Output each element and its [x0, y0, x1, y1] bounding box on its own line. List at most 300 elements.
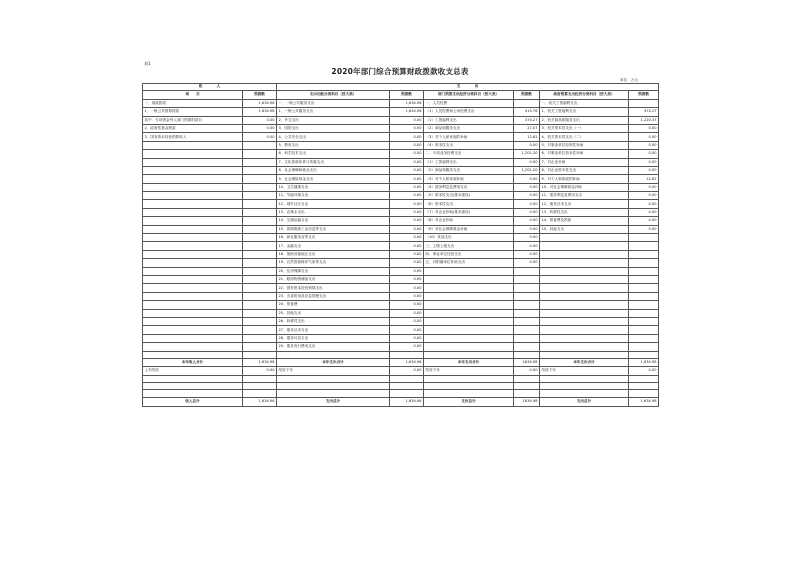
gov-budget-cell: 0.00 — [629, 217, 659, 225]
gov-item-cell: 11、债务利息及费用支出 — [540, 192, 629, 200]
dept-item-cell — [424, 284, 514, 292]
dept-total-value: 1634.98 — [514, 397, 540, 406]
func-item-cell: 16、商业服务业等支出 — [277, 234, 390, 242]
dept-budget-cell: 0.00 — [514, 158, 540, 166]
dept-budget-cell: 374.27 — [514, 116, 540, 124]
gov-item-cell: 7、对企业补助 — [540, 158, 629, 166]
gov-item-cell — [540, 276, 629, 284]
func-budget-cell: 0.00 — [390, 141, 424, 149]
income-budget-cell: 1,634.98 — [243, 108, 277, 116]
gov-budget-cell — [629, 292, 659, 300]
table-row — [143, 208, 659, 216]
table-row — [143, 150, 659, 158]
table-tag: 表1 — [144, 61, 151, 66]
header-row-top — [143, 84, 659, 91]
func-budget-cell: 0.00 — [390, 150, 424, 158]
dept-total-label: 支出总计 — [424, 397, 514, 406]
income-budget-cell — [243, 141, 277, 149]
dept-item-cell: （2）商品和服务支出 — [424, 166, 514, 174]
col-header-budget: 预算数 — [629, 91, 659, 100]
table-row — [143, 116, 659, 124]
unit-label: 单位：万元 — [620, 78, 638, 82]
func-budget-cell: 0.00 — [390, 301, 424, 309]
income-item-cell — [143, 175, 243, 183]
prior-carry-label: 上年结转 — [143, 367, 243, 375]
gov-item-cell — [540, 250, 629, 258]
func-item-cell: 12、城乡社区支出 — [277, 200, 390, 208]
func-budget-cell: 0.00 — [390, 234, 424, 242]
dept-item-cell: （3）对个人和家庭的补助 — [424, 133, 514, 141]
prior-carry-value: 0.00 — [243, 367, 277, 375]
income-budget-cell: 1,634.98 — [243, 99, 277, 107]
income-budget-cell — [243, 343, 277, 351]
next-carry-label: 结转下年 — [277, 367, 390, 375]
dept-item-cell — [424, 326, 514, 334]
table-row — [143, 166, 659, 174]
next-carry-label: 结转下年 — [424, 367, 514, 375]
income-budget-cell — [243, 317, 277, 325]
income-budget-cell — [243, 267, 277, 275]
dept-budget-cell: 0.00 — [514, 208, 540, 216]
col-header-budget: 预算数 — [390, 91, 424, 100]
table-row — [143, 225, 659, 233]
dept-budget-cell — [514, 301, 540, 309]
dept-budget-cell — [514, 334, 540, 342]
subtotal-row — [143, 358, 659, 366]
table-row — [143, 343, 659, 351]
dept-budget-cell: 0.00 — [514, 141, 540, 149]
income-budget-cell — [243, 259, 277, 267]
blank-row — [143, 375, 659, 382]
func-item-cell: 17、金融支出 — [277, 242, 390, 250]
dept-budget-cell — [514, 276, 540, 284]
gov-item-cell — [540, 292, 629, 300]
gov-budget-cell: 0.00 — [629, 166, 659, 174]
dept-item-cell: （2）商品和服务支出 — [424, 124, 514, 132]
func-budget-cell: 0.00 — [390, 250, 424, 258]
income-budget-cell: 0.00 — [243, 116, 277, 124]
dept-budget-cell: 27.07 — [514, 124, 540, 132]
gov-budget-cell — [629, 250, 659, 258]
income-item-cell — [143, 326, 243, 334]
func-budget-cell: 0.00 — [390, 267, 424, 275]
gov-budget-cell — [629, 301, 659, 309]
gov-item-cell: 4、机关资本性支出（二） — [540, 133, 629, 141]
gov-budget-cell: 0.00 — [629, 200, 659, 208]
gov-total-value: 1,634.98 — [629, 397, 659, 406]
gov-budget-cell: 0.00 — [629, 225, 659, 233]
gov-item-cell — [540, 259, 629, 267]
gov-item-cell: 1、机关工资福利支出 — [540, 108, 629, 116]
func-budget-cell: 0.00 — [390, 133, 424, 141]
gov-item-cell: 13、转移性支出 — [540, 208, 629, 216]
func-budget-cell: 0.00 — [390, 217, 424, 225]
income-budget-cell — [243, 225, 277, 233]
dept-budget-cell: 0.00 — [514, 250, 540, 258]
gov-item-cell — [540, 301, 629, 309]
dept-budget-cell — [514, 267, 540, 275]
func-item-cell: 21、粮油物资储备支出 — [277, 276, 390, 284]
dept-budget-cell — [514, 326, 540, 334]
func-budget-cell: 1,634.98 — [390, 108, 424, 116]
table-row — [143, 183, 659, 191]
col-header-item: 项 目 — [143, 91, 243, 100]
func-item-cell: 4、公共安全支出 — [277, 133, 390, 141]
gov-budget-cell — [629, 317, 659, 325]
table-row — [143, 284, 659, 292]
income-item-cell — [143, 234, 243, 242]
dept-item-cell — [424, 343, 514, 351]
dept-budget-cell: 0.00 — [514, 192, 540, 200]
func-budget-cell: 0.00 — [390, 183, 424, 191]
income-subtotal-value: 1,634.98 — [243, 358, 277, 366]
income-budget-cell: 0.00 — [243, 133, 277, 141]
header-row-columns — [143, 91, 659, 100]
gov-item-cell: 6、对事业单位资本性补助 — [540, 150, 629, 158]
income-budget-cell — [243, 175, 277, 183]
gov-budget-cell — [629, 276, 659, 284]
dept-item-cell: （4）资本性支出 — [424, 141, 514, 149]
dept-item-cell: 一、人员经费 — [424, 99, 514, 107]
func-item-cell: 25、其他支出 — [277, 309, 390, 317]
func-item-cell: 2、外交支出 — [277, 116, 390, 124]
next-carry-label: 结转下年 — [540, 367, 629, 375]
table-row — [143, 234, 659, 242]
income-item-cell: 2、政府性基金拨款 — [143, 124, 243, 132]
income-budget-cell — [243, 309, 277, 317]
table-row — [143, 301, 659, 309]
dept-item-cell: （5）资本性支出(基本建设) — [424, 192, 514, 200]
table-row — [143, 158, 659, 166]
func-item-cell: 7、文化旅游体育与传媒支出 — [277, 158, 390, 166]
func-item-cell: 9、社会保险基金支出 — [277, 175, 390, 183]
dept-item-cell: （1）人员经费和公用经费支出 — [424, 108, 514, 116]
dept-item-cell — [424, 267, 514, 275]
col-header-econ-gov: 政府预算支出经济分类科目（按大类） — [540, 91, 629, 100]
func-total-value: 1,634.98 — [390, 397, 424, 406]
gov-item-cell: 15、其他支出 — [540, 225, 629, 233]
func-budget-cell: 0.00 — [390, 208, 424, 216]
dept-item-cell: 五、对附属单位补助支出 — [424, 259, 514, 267]
func-budget-cell: 0.00 — [390, 343, 424, 351]
income-budget-cell — [243, 208, 277, 216]
income-item-cell — [143, 242, 243, 250]
income-budget-cell — [243, 301, 277, 309]
func-item-cell: 8、社会保障和就业支出 — [277, 166, 390, 174]
func-budget-cell: 0.00 — [390, 326, 424, 334]
dept-subtotal-label: 本年支出合计 — [424, 358, 514, 366]
func-item-cell: 14、交通运输支出 — [277, 217, 390, 225]
dept-budget-cell: 1,201.20 — [514, 166, 540, 174]
func-subtotal-label: 本年支出合计 — [277, 358, 390, 366]
income-item-cell — [143, 217, 243, 225]
income-item-cell — [143, 309, 243, 317]
func-item-cell: 18、援助其他地区支出 — [277, 250, 390, 258]
func-budget-cell: 0.00 — [390, 116, 424, 124]
income-item-cell — [143, 292, 243, 300]
income-item-cell — [143, 250, 243, 258]
func-item-cell: 28、债务付息支出 — [277, 334, 390, 342]
table-row — [143, 217, 659, 225]
income-budget-cell — [243, 276, 277, 284]
income-budget-cell — [243, 326, 277, 334]
table-row — [143, 175, 659, 183]
gov-item-cell: 12、债务还本支出 — [540, 200, 629, 208]
col-header-budget: 预算数 — [514, 91, 540, 100]
gov-item-cell: 10、对社会保障基金补助 — [540, 183, 629, 191]
income-budget-cell — [243, 200, 277, 208]
dept-budget-cell: 0.00 — [514, 242, 540, 250]
income-item-cell — [143, 200, 243, 208]
table-row — [143, 267, 659, 275]
blank-row — [143, 351, 659, 358]
dept-item-cell: （6）资本性支出 — [424, 200, 514, 208]
gov-budget-cell — [629, 326, 659, 334]
blank-row — [143, 390, 659, 397]
dept-item-cell — [424, 292, 514, 300]
income-budget-cell — [243, 183, 277, 191]
gov-item-cell: 14、预备费及预留 — [540, 217, 629, 225]
page-title: 2020年部门综合预算财政拨款收支总表 — [331, 67, 469, 76]
budget-table — [142, 83, 659, 407]
func-item-cell: 15、资源勘探工业信息等支出 — [277, 225, 390, 233]
func-budget-cell: 0.00 — [390, 242, 424, 250]
func-budget-cell: 0.00 — [390, 175, 424, 183]
func-budget-cell: 0.00 — [390, 225, 424, 233]
gov-subtotal-label: 本年支出合计 — [540, 358, 629, 366]
dept-budget-cell: 0.00 — [514, 225, 540, 233]
gov-budget-cell: 0.00 — [629, 141, 659, 149]
dept-item-cell: 二、专项业务经费支出 — [424, 150, 514, 158]
dept-budget-cell: 1,201.20 — [514, 150, 540, 158]
table-row — [143, 200, 659, 208]
func-item-cell: 6、科学技术支出 — [277, 150, 390, 158]
dept-budget-cell — [514, 99, 540, 107]
table-row — [143, 292, 659, 300]
income-item-cell — [143, 192, 243, 200]
income-item-cell — [143, 141, 243, 149]
income-item-cell — [143, 267, 243, 275]
func-budget-cell: 0.00 — [390, 276, 424, 284]
gov-item-cell: 8、对企业资本性支出 — [540, 166, 629, 174]
dept-budget-cell: 0.00 — [514, 200, 540, 208]
table-row — [143, 259, 659, 267]
income-budget-cell — [243, 158, 277, 166]
dept-item-cell: 三、上缴上级支出 — [424, 242, 514, 250]
income-subtotal-label: 本年收入合计 — [143, 358, 243, 366]
income-item-cell — [143, 317, 243, 325]
dept-item-cell: （8）对企业补助 — [424, 217, 514, 225]
dept-item-cell — [424, 317, 514, 325]
income-item-cell — [143, 301, 243, 309]
func-item-cell: 20、住房保障支出 — [277, 267, 390, 275]
next-carry-value: 0.00 — [629, 367, 659, 375]
dept-budget-cell — [514, 343, 540, 351]
income-budget-cell — [243, 150, 277, 158]
func-item-cell: 23、灾害防治及应急管理支出 — [277, 292, 390, 300]
dept-budget-cell: 0.00 — [514, 217, 540, 225]
func-item-cell: 1、一般公共服务支出 — [277, 108, 390, 116]
dept-budget-cell: 0.00 — [514, 183, 540, 191]
income-budget-cell — [243, 284, 277, 292]
func-budget-cell: 1,634.98 — [390, 99, 424, 107]
blank-row — [143, 383, 659, 390]
func-budget-cell: 0.00 — [390, 259, 424, 267]
func-subtotal-value: 1,634.98 — [390, 358, 424, 366]
income-item-cell — [143, 225, 243, 233]
dept-item-cell: （1）工资福利支出 — [424, 158, 514, 166]
dept-budget-cell — [514, 309, 540, 317]
gov-item-cell — [540, 284, 629, 292]
dept-budget-cell: 12.62 — [514, 133, 540, 141]
func-item-cell: 27、债务还本支出 — [277, 326, 390, 334]
gov-item-cell — [540, 267, 629, 275]
func-item-cell: 26、转移性支出 — [277, 317, 390, 325]
func-budget-cell: 0.00 — [390, 334, 424, 342]
dept-item-cell: （7）对企业补助(基本建设) — [424, 208, 514, 216]
func-budget-cell: 0.00 — [390, 124, 424, 132]
dept-item-cell — [424, 276, 514, 284]
table-row — [143, 276, 659, 284]
dept-item-cell: （9）对社会保障基金补助 — [424, 225, 514, 233]
gov-budget-cell — [629, 234, 659, 242]
income-budget-cell — [243, 292, 277, 300]
dept-item-cell: （3）对个人和家庭补助 — [424, 175, 514, 183]
income-item-cell: 其中：专项资金列入部门预算的项目 — [143, 116, 243, 124]
dept-item-cell: （4）债务利息及费用支出 — [424, 183, 514, 191]
gov-item-cell: 5、对事业单位经常性补助 — [540, 141, 629, 149]
income-item-cell — [143, 334, 243, 342]
income-budget-cell: 0.00 — [243, 124, 277, 132]
dept-item-cell: （1）工资福利支出 — [424, 116, 514, 124]
income-item-cell — [143, 158, 243, 166]
dept-item-cell — [424, 301, 514, 309]
dept-budget-cell: 0.00 — [514, 259, 540, 267]
income-item-cell — [143, 183, 243, 191]
gov-budget-cell: 374.27 — [629, 108, 659, 116]
col-header-budget: 预算数 — [243, 91, 277, 100]
col-header-func: 支出功能分类科目（按大类） — [277, 91, 390, 100]
gov-item-cell — [540, 309, 629, 317]
func-item-cell: 10、卫生健康支出 — [277, 183, 390, 191]
func-item-cell: 11、节能环保支出 — [277, 192, 390, 200]
table-row — [143, 317, 659, 325]
table-row — [143, 108, 659, 116]
col-header-econ-dept: 部门预算支出经济分类科目（按大类） — [424, 91, 514, 100]
income-budget-cell — [243, 334, 277, 342]
next-carry-value: 0.00 — [390, 367, 424, 375]
func-budget-cell: 0.00 — [390, 158, 424, 166]
income-header: 收 入 — [143, 84, 277, 91]
dept-item-cell — [424, 309, 514, 317]
dept-item-cell: （10）其他支出 — [424, 234, 514, 242]
table-row — [143, 99, 659, 107]
gov-budget-cell — [629, 242, 659, 250]
gov-budget-cell: 12.62 — [629, 175, 659, 183]
gov-item-cell — [540, 242, 629, 250]
carry-row — [143, 367, 659, 375]
gov-item-cell — [540, 334, 629, 342]
expense-header: 支 出 — [277, 84, 659, 91]
func-item-cell: 22、国有资本经营预算支出 — [277, 284, 390, 292]
gov-budget-cell: 0.00 — [629, 183, 659, 191]
gov-item-cell: 一、机关工资福利支出 — [540, 99, 629, 107]
gov-budget-cell — [629, 343, 659, 351]
gov-item-cell: 9、对个人和家庭的补助 — [540, 175, 629, 183]
func-budget-cell: 0.00 — [390, 309, 424, 317]
func-item-cell: 5、教育支出 — [277, 141, 390, 149]
gov-subtotal-value: 1,634.98 — [629, 358, 659, 366]
income-total-value: 1,634.98 — [243, 397, 277, 406]
income-item-cell: 3、国有资本经营预算收入 — [143, 133, 243, 141]
table-row — [143, 334, 659, 342]
gov-item-cell — [540, 317, 629, 325]
income-total-label: 收入总计 — [143, 397, 243, 406]
dept-item-cell — [424, 334, 514, 342]
income-item-cell — [143, 284, 243, 292]
func-item-cell: 13、农林水支出 — [277, 208, 390, 216]
income-budget-cell — [243, 250, 277, 258]
gov-item-cell: 3、机关资本性支出（一） — [540, 124, 629, 132]
gov-item-cell — [540, 343, 629, 351]
income-item-cell: 一、财政拨款 — [143, 99, 243, 107]
func-item-cell: 29、债务发行费用支出 — [277, 343, 390, 351]
gov-budget-cell — [629, 259, 659, 267]
table-row — [143, 242, 659, 250]
income-budget-cell — [243, 234, 277, 242]
gov-budget-cell — [629, 309, 659, 317]
gov-budget-cell: 0.00 — [629, 133, 659, 141]
gov-budget-cell: 0.00 — [629, 150, 659, 158]
table-row — [143, 309, 659, 317]
income-budget-cell — [243, 242, 277, 250]
dept-budget-cell: 0.00 — [514, 175, 540, 183]
gov-total-label: 支出总计 — [540, 397, 629, 406]
table-row — [143, 133, 659, 141]
income-item-cell — [143, 150, 243, 158]
dept-item-cell: 四、事业单位经营支出 — [424, 250, 514, 258]
gov-budget-cell: 0.00 — [629, 208, 659, 216]
gov-budget-cell — [629, 284, 659, 292]
table-row — [143, 192, 659, 200]
func-budget-cell: 0.00 — [390, 200, 424, 208]
income-budget-cell — [243, 166, 277, 174]
gov-budget-cell: 0.00 — [629, 124, 659, 132]
income-budget-cell — [243, 217, 277, 225]
func-item-cell: 3、国防支出 — [277, 124, 390, 132]
income-item-cell: 1、一般公共预算拨款 — [143, 108, 243, 116]
func-total-label: 支出总计 — [277, 397, 390, 406]
dept-budget-cell — [514, 284, 540, 292]
income-item-cell — [143, 276, 243, 284]
table-row — [143, 250, 659, 258]
income-item-cell — [143, 166, 243, 174]
table-row — [143, 326, 659, 334]
gov-item-cell — [540, 326, 629, 334]
gov-budget-cell: 1,220.37 — [629, 116, 659, 124]
dept-budget-cell: 415.76 — [514, 108, 540, 116]
func-budget-cell: 0.00 — [390, 192, 424, 200]
func-budget-cell: 0.00 — [390, 284, 424, 292]
income-item-cell — [143, 259, 243, 267]
func-item-cell: 24、预备费 — [277, 301, 390, 309]
income-item-cell — [143, 343, 243, 351]
func-item-cell: 一、一般公共服务支出 — [277, 99, 390, 107]
dept-budget-cell — [514, 317, 540, 325]
gov-item-cell — [540, 234, 629, 242]
dept-budget-cell: 0.00 — [514, 234, 540, 242]
table-row — [143, 124, 659, 132]
